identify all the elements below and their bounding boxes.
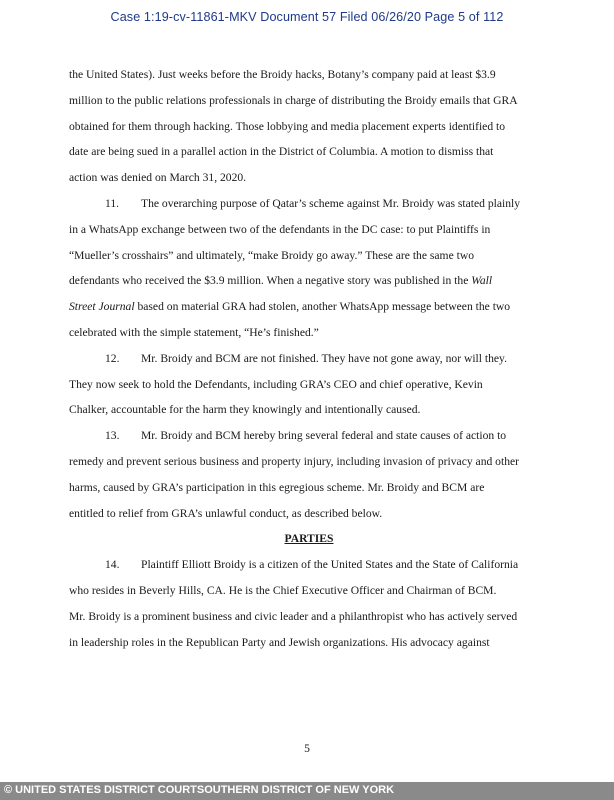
- body-line-with-italic: [69, 294, 549, 320]
- body-line-with-italic: [69, 268, 549, 294]
- paragraph-number: 12.: [105, 351, 120, 365]
- body-line: harms, caused by GRA’s participation in this egregious scheme. Mr. Broidy and BCM are: [69, 480, 485, 494]
- body-text-run: based on material GRA had stolen, another WhatsApp message between the two: [134, 300, 511, 314]
- body-line: the United States). Just weeks before the Broidy hacks, Botany’s company paid at least $3.9: [69, 68, 496, 81]
- body-line: remedy and prevent serious business and property injury, including invasion of privacy and other: [69, 454, 520, 468]
- body-line: date are being sued in a parallel action in the District of Columbia. A motion to dismiss that: [69, 145, 494, 159]
- section-heading-parties: PARTIES: [284, 532, 334, 546]
- image-credit-text: © UNITED STATES DISTRICT COURTSOUTHERN DISTRICT OF NEW YORK: [4, 784, 395, 796]
- body-line: “Mueller’s crosshairs” and ultimately, “make Broidy go away.” These are the same two: [69, 248, 474, 262]
- body-line: in leadership roles in the Republican Party and Jewish organizations. His advocacy against: [69, 635, 490, 649]
- italic-publication-name: Street Journal: [69, 300, 135, 314]
- case-header: Case 1:19-cv-11861-MKV Document 57 Filed 06/26/20 Page 5 of 112: [110, 10, 504, 24]
- body-line: obtained for them through hacking. Those lobbying and media placement experts identified to: [69, 119, 506, 133]
- document-body: [69, 62, 549, 655]
- paragraph-number: 13.: [105, 429, 120, 443]
- image-credit-bar: [0, 782, 614, 800]
- body-line: The overarching purpose of Qatar’s scheme against Mr. Broidy was stated plainly: [141, 196, 521, 210]
- body-text-run: defendants who received the $3.9 million. When a negative story was published in the: [69, 274, 472, 288]
- paragraph-number: 11.: [105, 196, 120, 210]
- body-line: action was denied on March 31, 2020.: [69, 171, 247, 185]
- paragraph-14-first-line: [69, 552, 549, 578]
- body-line: celebrated with the simple statement, “He’s finished.”: [69, 325, 319, 339]
- body-line: Mr. Broidy and BCM hereby bring several federal and state causes of action to: [141, 429, 507, 443]
- body-line: entitled to relief from GRA’s unlawful conduct, as described below.: [69, 506, 383, 520]
- paragraph-number: 14.: [105, 558, 120, 572]
- body-line: Mr. Broidy is a prominent business and civic leader and a philanthropist who has actively served: [69, 609, 518, 623]
- body-line: Mr. Broidy and BCM are not finished. They have not gone away, nor will they.: [141, 351, 507, 365]
- body-line: in a WhatsApp exchange between two of the defendants in the DC case: to put Plaintiffs in: [69, 222, 491, 236]
- body-line: They now seek to hold the Defendants, including GRA’s CEO and chief operative, Kevin: [69, 377, 483, 391]
- page-number: 5: [304, 742, 310, 755]
- body-line: Chalker, accountable for the harm they knowingly and intentionally caused.: [69, 403, 421, 417]
- paragraph-13-first-line: [69, 423, 549, 449]
- body-line: Plaintiff Elliott Broidy is a citizen of the United States and the State of California: [141, 558, 519, 572]
- italic-publication-name: Wall: [471, 274, 493, 288]
- paragraph-12-first-line: [69, 346, 549, 372]
- paragraph-11-first-line: [69, 191, 549, 217]
- body-line: who resides in Beverly Hills, CA. He is the Chief Executive Officer and Chairman of BCM.: [69, 583, 497, 597]
- body-line: million to the public relations professionals in charge of distributing the Broidy emails that GRA: [69, 93, 518, 107]
